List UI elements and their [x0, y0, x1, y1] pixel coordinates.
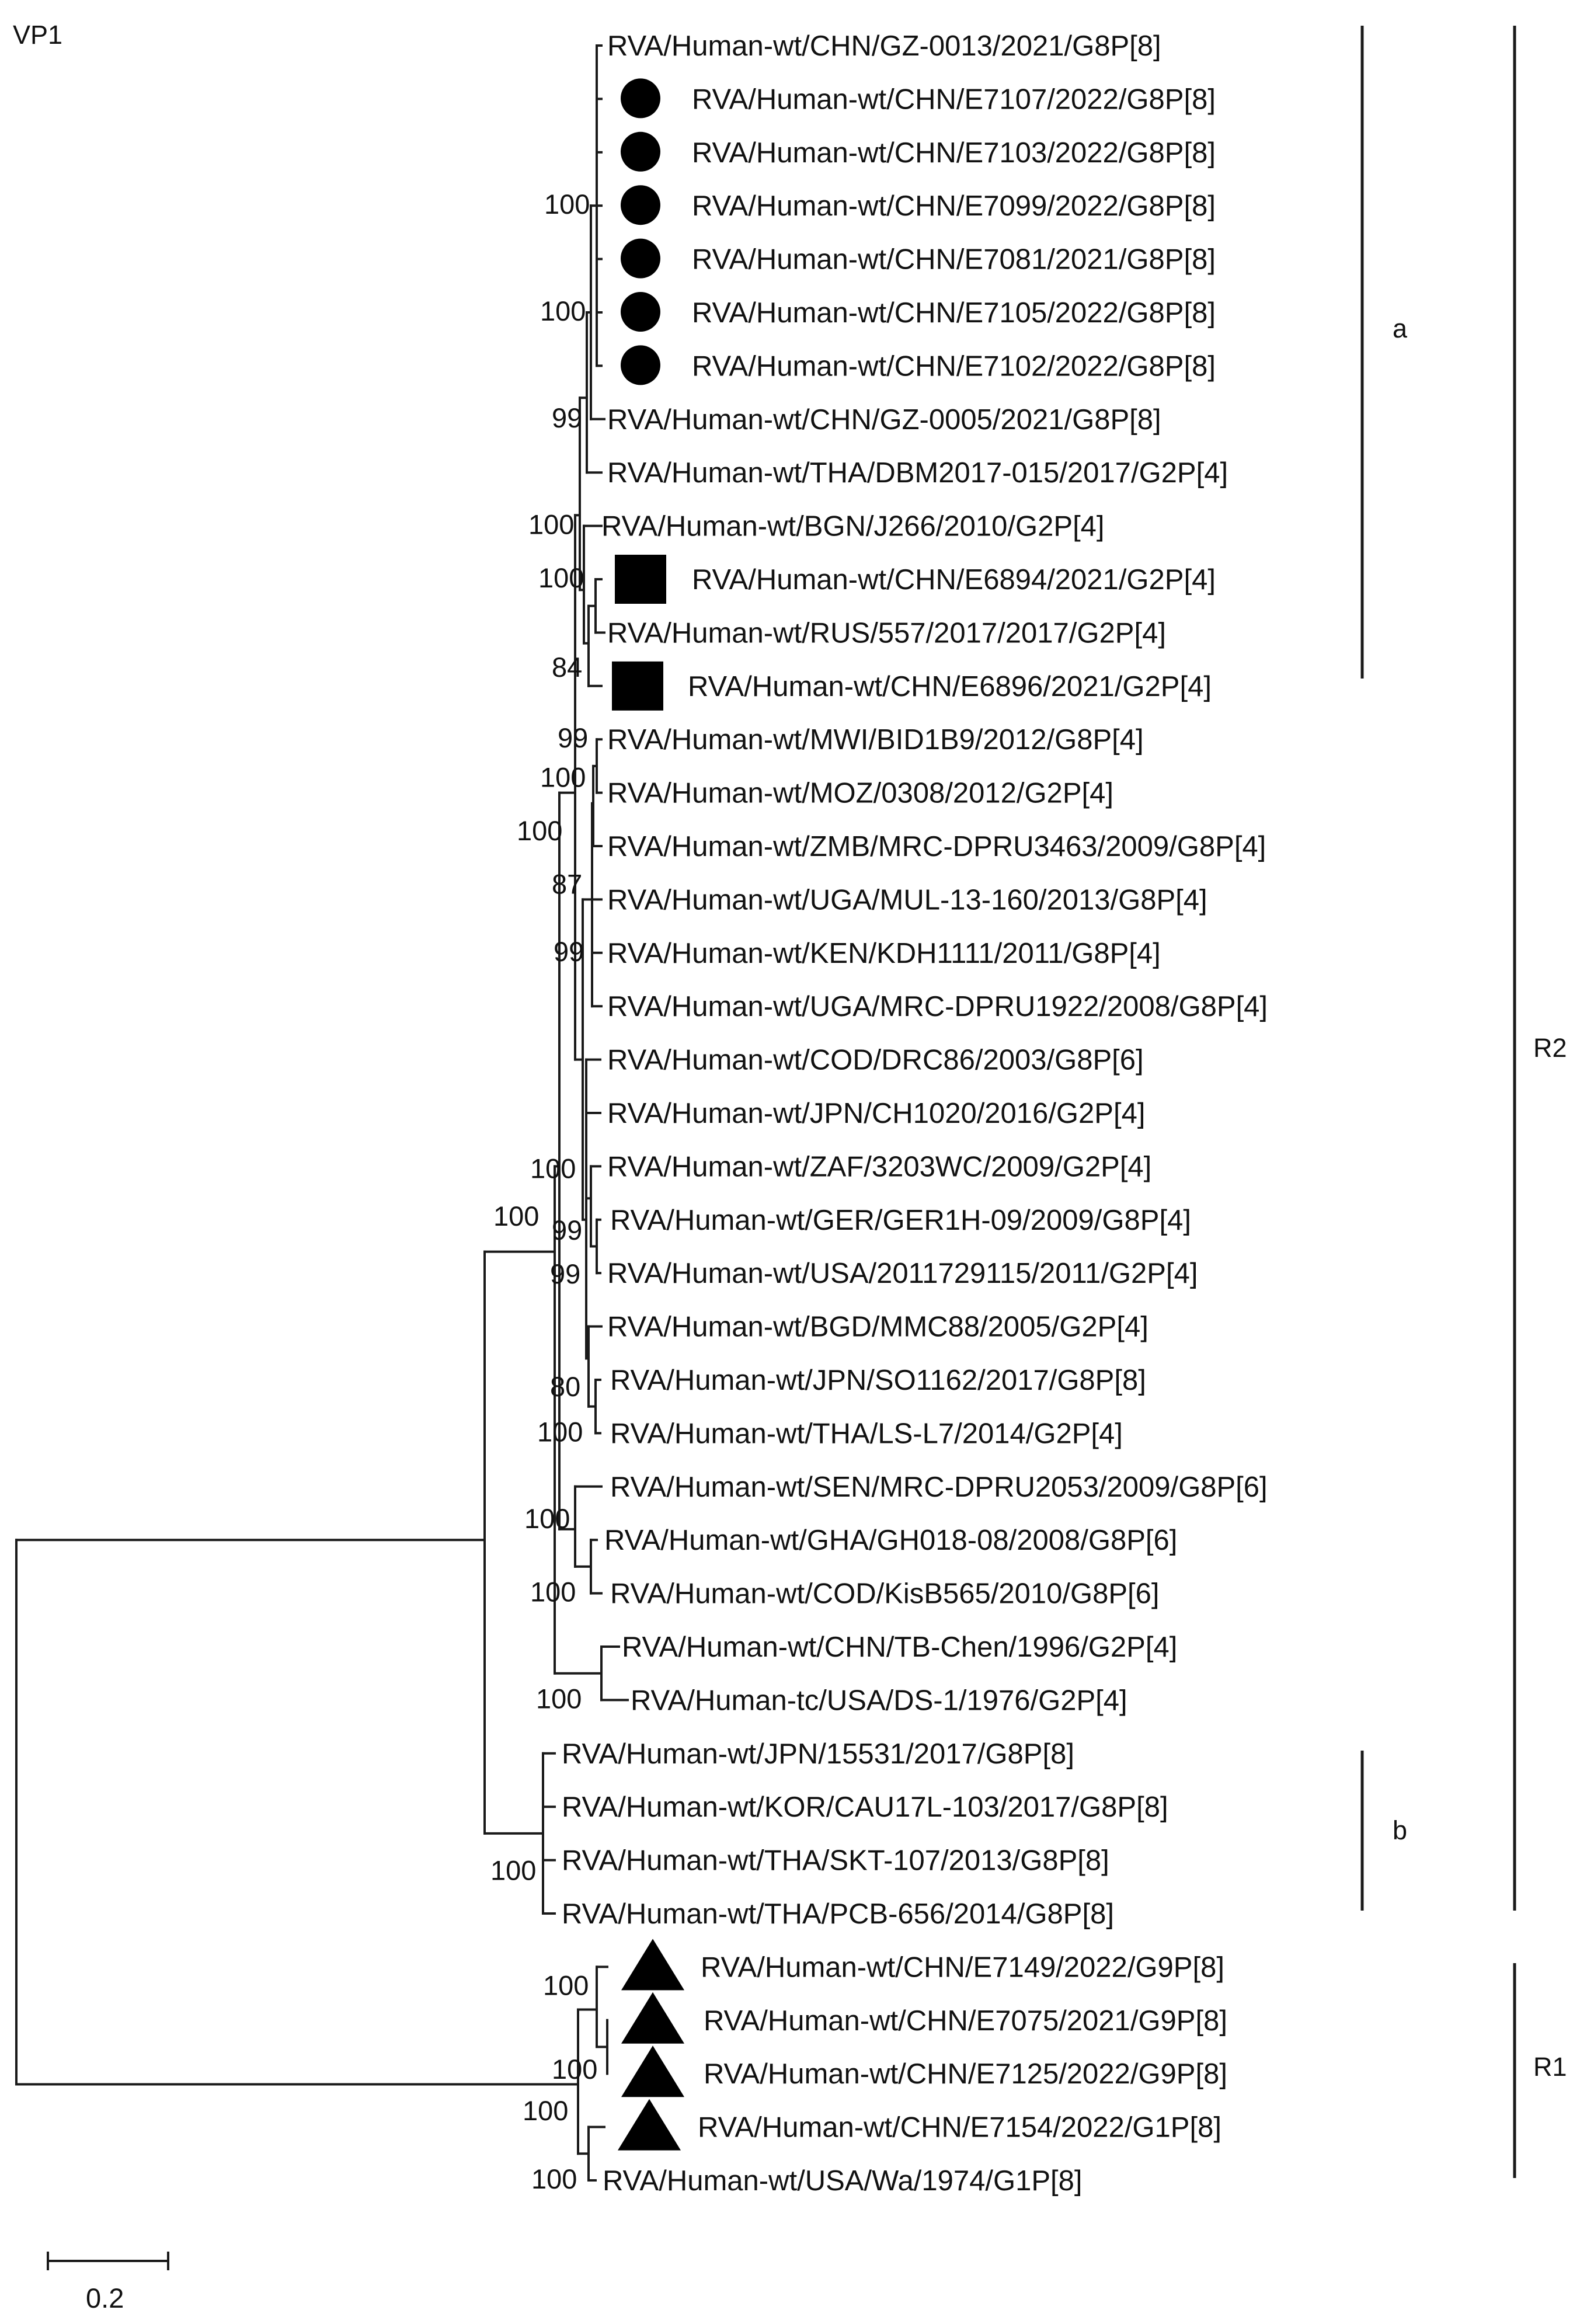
bootstrap-value: 99 [554, 935, 584, 967]
bootstrap-value: 100 [490, 1855, 537, 1886]
square-marker [612, 662, 663, 711]
taxon-label: RVA/Human-wt/GER/GER1H-09/2009/G8P[4] [610, 1204, 1191, 1236]
taxon-label: RVA/Human-wt/CHN/E7081/2021/G8P[8] [692, 243, 1216, 276]
triangle-marker [621, 1939, 684, 1990]
taxon-label: RVA/Human-wt/THA/SKT-107/2013/G8P[8] [562, 1845, 1109, 1877]
taxon-label: RVA/Human-wt/UGA/MUL-13-160/2013/G8P[4] [607, 884, 1207, 916]
bootstrap-value: 100 [544, 189, 590, 220]
taxon-label: RVA/Human-wt/CHN/E7149/2022/G9P[8] [701, 1951, 1224, 1984]
taxon-label: RVA/Human-wt/MOZ/0308/2012/G2P[4] [607, 777, 1113, 809]
bootstrap-value: 100 [517, 815, 563, 846]
taxon-label: RVA/Human-wt/UGA/MRC-DPRU1922/2008/G8P[4] [607, 991, 1268, 1023]
bootstrap-value: 99 [558, 722, 589, 754]
bootstrap-value: 99 [550, 1258, 581, 1290]
bootstrap-value: 100 [493, 1200, 540, 1231]
bootstrap-value: 100 [530, 1576, 576, 1608]
taxon-label: RVA/Human-wt/USA/Wa/1974/G1P[8] [603, 2165, 1083, 2197]
taxon-label: RVA/Human-wt/CHN/E7107/2022/G8P[8] [692, 84, 1216, 116]
bootstrap-value: 100 [540, 295, 586, 326]
clade-R2-label: R2 [1533, 1033, 1567, 1063]
taxon-label: RVA/Human-wt/GHA/GH018-08/2008/G8P[6] [604, 1525, 1178, 1557]
taxon-label: RVA/Human-wt/RUS/557/2017/2017/G2P[4] [607, 617, 1166, 649]
taxon-label: RVA/Human-wt/THA/PCB-656/2014/G8P[8] [562, 1898, 1114, 1930]
taxon-label: RVA/Human-wt/CHN/E7105/2022/G8P[8] [692, 297, 1216, 329]
scale-bar [48, 2253, 168, 2313]
clade-a-label: a [1393, 314, 1408, 343]
scale-bar-label: 0.2 [86, 2283, 124, 2313]
taxon-label: RVA/Human-wt/CHN/E7154/2022/G1P[8] [698, 2111, 1221, 2144]
taxon-label: RVA/Human-wt/BGD/MMC88/2005/G2P[4] [607, 1311, 1148, 1343]
bootstrap-value: 100 [540, 761, 586, 793]
bootstrap-value: 100 [528, 509, 575, 540]
bootstrap-value: 100 [531, 2163, 577, 2194]
bootstrap-value: 100 [524, 1503, 570, 1535]
taxon-labels [562, 30, 1268, 2197]
triangle-marker [621, 1992, 684, 2044]
bootstrap-value: 99 [552, 1214, 583, 1246]
circle-marker [621, 345, 660, 385]
bootstrap-value: 84 [552, 651, 583, 683]
taxon-label: RVA/Human-wt/KEN/KDH1111/2011/G8P[4] [607, 937, 1161, 969]
bootstrap-value: 100 [552, 2053, 598, 2085]
circle-marker [621, 132, 660, 172]
taxon-label: RVA/Human-wt/KOR/CAU17L-103/2017/G8P[8] [562, 1791, 1168, 1824]
taxon-label: RVA/Human-wt/SEN/MRC-DPRU2053/2009/G8P[6] [610, 1471, 1268, 1503]
bootstrap-value: 100 [543, 1970, 589, 2001]
bootstrap-value: 99 [552, 402, 583, 433]
clade-R1-label: R1 [1533, 2052, 1567, 2082]
bootstrap-value: 100 [523, 2095, 569, 2127]
bootstrap-value: 100 [538, 562, 584, 593]
taxon-label: RVA/Human-wt/CHN/E7125/2022/G9P[8] [704, 2058, 1227, 2090]
taxon-label: RVA/Human-wt/THA/LS-L7/2014/G2P[4] [610, 1418, 1123, 1450]
taxon-label: RVA/Human-wt/CHN/GZ-0005/2021/G8P[8] [607, 403, 1161, 436]
taxon-label: RVA/Human-wt/CHN/TB-Chen/1996/G2P[4] [622, 1631, 1178, 1663]
taxon-label: RVA/Human-wt/CHN/E7102/2022/G8P[8] [692, 350, 1216, 382]
taxon-label: RVA/Human-wt/THA/DBM2017-015/2017/G2P[4] [607, 457, 1228, 489]
circle-marker [621, 239, 660, 279]
taxon-label: RVA/Human-wt/ZMB/MRC-DPRU3463/2009/G8P[4] [607, 831, 1266, 862]
taxon-label: RVA/Human-wt/CHN/E7099/2022/G8P[8] [692, 190, 1216, 222]
triangle-marker [618, 2099, 681, 2151]
square-marker [615, 555, 666, 604]
bootstrap-value: 87 [552, 868, 583, 900]
taxon-label: RVA/Human-wt/CHN/E6894/2021/G2P[4] [692, 564, 1216, 596]
taxon-label: RVA/Human-wt/CHN/E7075/2021/G9P[8] [704, 2005, 1227, 2037]
bootstrap-value: 100 [537, 1416, 583, 1448]
taxon-label: RVA/Human-tc/USA/DS-1/1976/G2P[4] [631, 1685, 1127, 1717]
triangle-marker [621, 2045, 684, 2097]
circle-marker [621, 78, 660, 118]
taxon-label: RVA/Human-wt/JPN/CH1020/2016/G2P[4] [607, 1098, 1146, 1129]
taxon-label: RVA/Human-wt/CHN/E7103/2022/G8P[8] [692, 137, 1216, 169]
taxon-label: RVA/Human-wt/CHN/GZ-0013/2021/G8P[8] [607, 30, 1161, 62]
bootstrap-value: 80 [550, 1371, 581, 1402]
taxon-label: RVA/Human-wt/CHN/E6896/2021/G2P[4] [688, 670, 1212, 702]
taxon-label: RVA/Human-wt/JPN/15531/2017/G8P[8] [562, 1738, 1074, 1770]
taxon-label: RVA/Human-wt/COD/DRC86/2003/G8P[6] [607, 1044, 1144, 1076]
taxon-label: RVA/Human-wt/ZAF/3203WC/2009/G2P[4] [607, 1151, 1152, 1183]
taxon-label: RVA/Human-wt/USA/2011729115/2011/G2P[4] [607, 1258, 1198, 1290]
clade-b-label: b [1393, 1815, 1408, 1845]
bootstrap-value: 100 [530, 1153, 576, 1184]
taxon-label: RVA/Human-wt/BGN/J266/2010/G2P[4] [601, 510, 1105, 542]
taxon-label: RVA/Human-wt/JPN/SO1162/2017/G8P[8] [610, 1365, 1146, 1396]
circle-marker [621, 292, 660, 332]
bootstrap-value: 100 [536, 1683, 582, 1714]
taxon-label: RVA/Human-wt/MWI/BID1B9/2012/G8P[4] [607, 724, 1144, 756]
circle-marker [621, 185, 660, 225]
clade-brackets [1362, 26, 1567, 2178]
taxon-label: RVA/Human-wt/COD/KisB565/2010/G8P[6] [610, 1578, 1160, 1610]
figure-title: VP1 [13, 20, 63, 50]
